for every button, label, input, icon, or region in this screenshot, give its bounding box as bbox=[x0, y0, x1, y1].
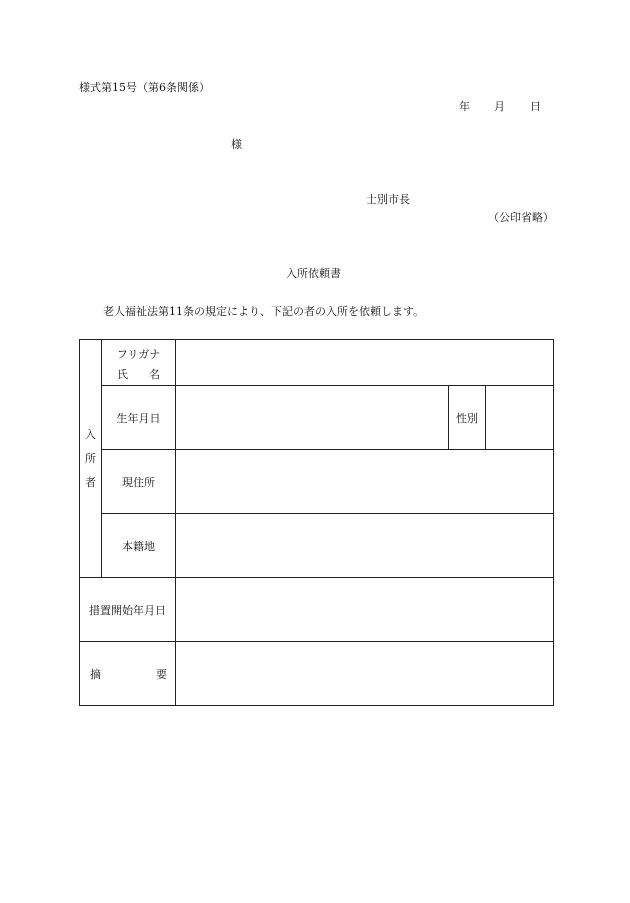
date-year: 年 bbox=[459, 100, 470, 113]
application-table bbox=[79, 339, 554, 706]
start-date-label: 措置開始年月日 bbox=[80, 578, 176, 642]
domicile-field[interactable] bbox=[176, 514, 554, 578]
summary-label: 摘 要 bbox=[80, 642, 176, 706]
birthdate-label: 生年月日 bbox=[102, 386, 176, 450]
name-label: 氏 名 bbox=[117, 368, 160, 381]
body-text: 老人福祉法第11条の規定により、下記の者の入所を依頼します。 bbox=[103, 305, 425, 318]
domicile-label: 本籍地 bbox=[102, 514, 176, 578]
sex-label: 性別 bbox=[449, 386, 486, 450]
sex-field[interactable] bbox=[486, 386, 554, 450]
name-field[interactable] bbox=[176, 340, 554, 386]
document-title: 入所依頼書 bbox=[286, 267, 341, 280]
address-label: 現住所 bbox=[102, 450, 176, 514]
furigana-name-label bbox=[102, 340, 176, 386]
furigana-label: フリガナ bbox=[116, 348, 161, 361]
addressee-suffix: 様 bbox=[231, 138, 242, 151]
birthdate-field[interactable] bbox=[176, 386, 449, 450]
date-month: 月 bbox=[494, 100, 505, 113]
start-date-field[interactable] bbox=[176, 578, 554, 642]
date-day: 日 bbox=[530, 100, 541, 113]
summary-field[interactable] bbox=[176, 642, 554, 706]
address-field[interactable] bbox=[176, 450, 554, 514]
group-label-nyushosha: 入 所 者 bbox=[80, 340, 102, 578]
form-number: 様式第15号（第6条関係） bbox=[79, 81, 210, 94]
issuer: 士別市長 bbox=[366, 193, 410, 206]
seal-note: （公印省略） bbox=[488, 211, 554, 224]
